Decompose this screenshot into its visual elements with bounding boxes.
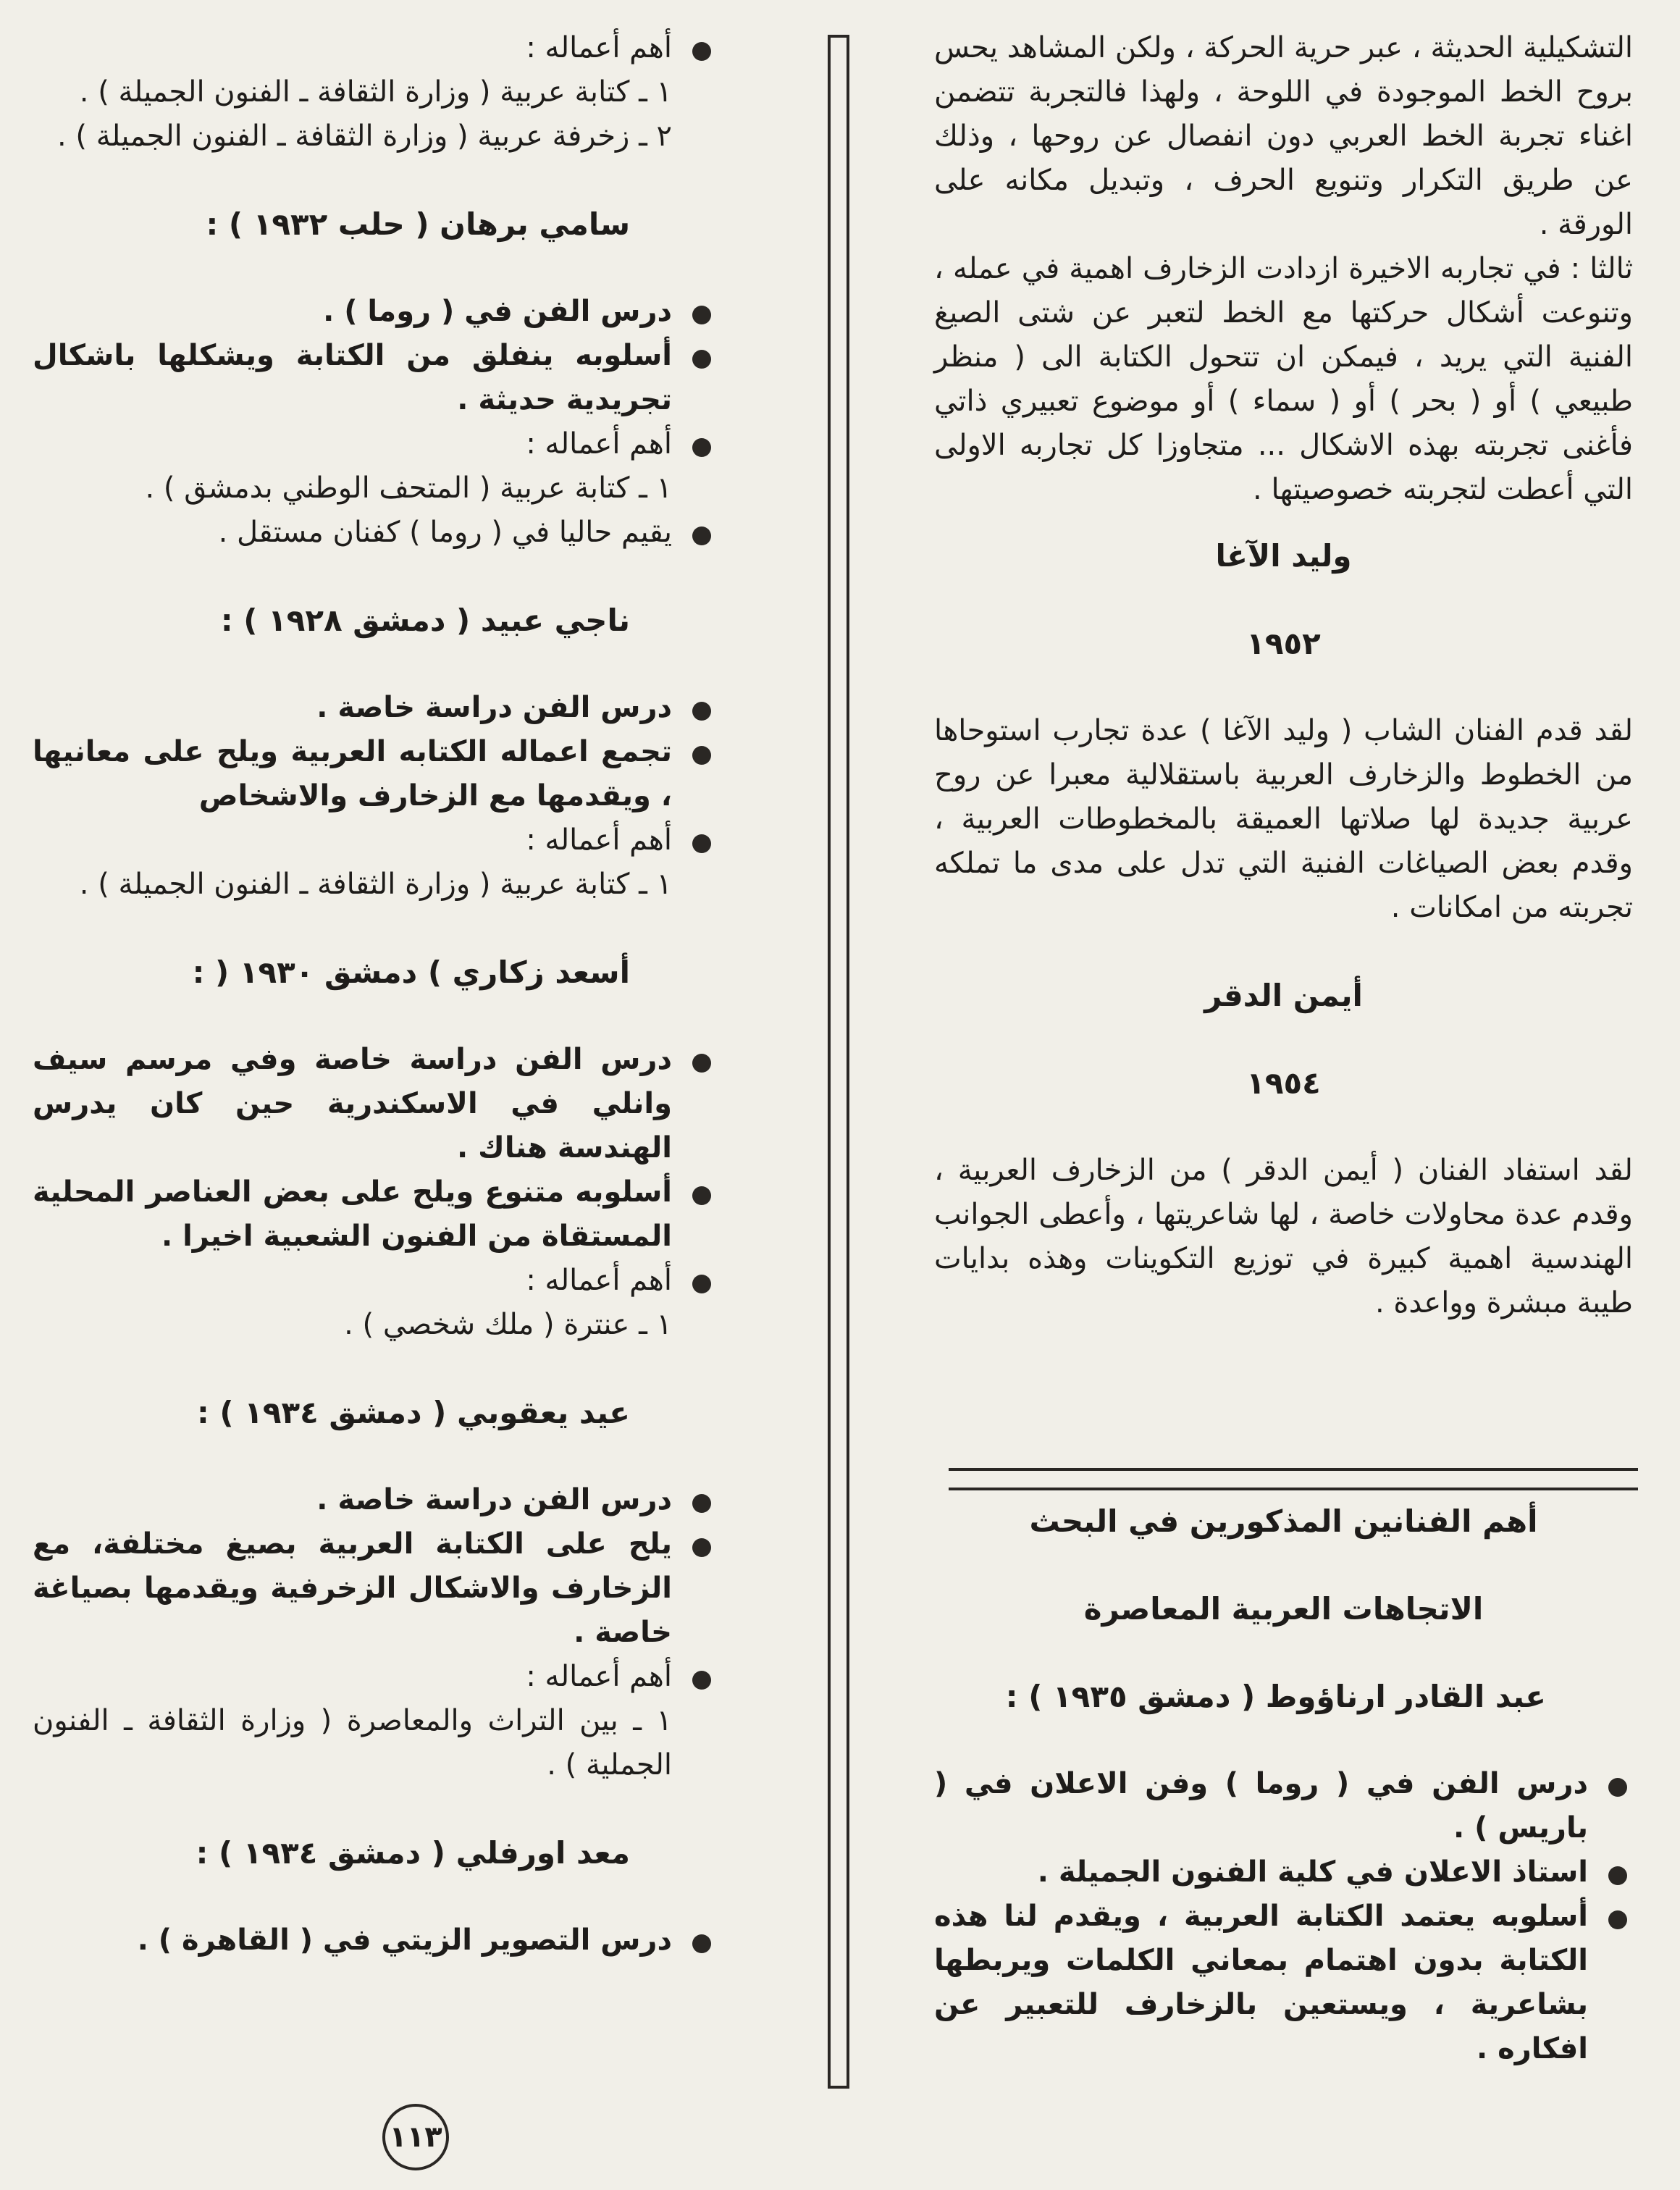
paragraph: لقد استفاد الفنان ( أيمن الدقر ) من الزخارف العربية ، وقدم عدة محاولات خاصة ، لها شاعريتها ، وأعطى الجوانب الهندسية اهمية كبيرة في توزيع التكوينات وهذه بدايات طيبة مبشرة وواعدة . xyxy=(934,1154,1633,1320)
artist-facts-list xyxy=(33,1038,717,1303)
list-item: درس الفن دراسة خاصة . xyxy=(33,686,717,730)
list-item: ١ ـ كتابة عربية ( المتحف الوطني بدمشق ) . xyxy=(145,471,672,505)
list-item: يلح على الكتابة العربية بصيغ مختلفة، مع الزخارف والاشكال الزخرفية ويقدمها بصياغة خاصة . xyxy=(33,1522,717,1655)
list-item: ١ ـ كتابة عربية ( وزارة الثقافة ـ الفنون الجميلة ) . xyxy=(79,868,672,901)
list-item: ٢ ـ زخرفة عربية ( وزارة الثقافة ـ الفنون الجميلة ) . xyxy=(56,119,672,153)
list-item: درس الفن في ( روما ) . xyxy=(33,290,717,334)
artist-birth-year: ١٩٥٤ xyxy=(1246,1065,1321,1101)
artist-birth-year: ١٩٥٢ xyxy=(1246,626,1321,661)
left-column xyxy=(33,26,717,1963)
list-item: درس الفن في ( روما ) وفن الاعلان في ( باريس ) . xyxy=(934,1762,1633,1850)
list-item: استاذ الاعلان في كلية الفنون الجميلة . xyxy=(934,1850,1633,1895)
artist-entry-heading: عيد يعقوبي ( دمشق ١٩٣٤ ) : xyxy=(196,1395,630,1430)
artist-entry-heading: ناجي عبيد ( دمشق ١٩٢٨ ) : xyxy=(220,603,630,638)
list-item: تجمع اعماله الكتابه العربية ويلح على معانيها ، ويقدمها مع الزخارف والاشخاص xyxy=(33,730,717,818)
artist-facts-list xyxy=(33,1918,717,1963)
right-column xyxy=(934,26,1633,2071)
paragraph: ثالثا : في تجاربه الاخيرة ازدادت الزخارف اهمية في عمله ، وتنوعت أشكال حركتها مع الخط لتعبر عن شتى الصيغ الفنية التي يريد ، فيمكن ان تتحول الكتابة الى ( منظر طبيعي ) أو ( بحر ) أو ( سماء ) أو موضوع تعبيري ذاتي فأغنى تجربته بهذه الاشكال ... متجاوزا كل تجاربه الاولى التي أعطت لتجربته خصوصيتها . xyxy=(934,252,1633,506)
artist-facts-list xyxy=(33,290,717,466)
artist-name-heading: أيمن الدقر xyxy=(1204,978,1363,1013)
artist-facts-list xyxy=(934,1762,1633,2071)
list-item: ١ ـ عنترة ( ملك شخصي ) . xyxy=(344,1308,672,1341)
list-item: درس الفن دراسة خاصة . xyxy=(33,1478,717,1522)
works-label: أهم أعماله : xyxy=(33,1655,717,1699)
page-number: ١١٣ xyxy=(382,2104,449,2170)
column-divider xyxy=(828,35,849,2089)
section-title: أهم الفنانين المذكورين في البحث xyxy=(1029,1503,1538,1539)
list-item: أسلوبه ينفلق من الكتابة ويشكلها باشكال تجريدية حديثة . xyxy=(33,334,717,422)
works-label: أهم أعماله : xyxy=(33,422,717,466)
paragraph: لقد قدم الفنان الشاب ( وليد الآغا ) عدة تجارب استوحاها من الخطوط والزخارف العربية باستقلالية معبرا عن روح عربية جديدة لها صلاتها العميقة بالمخطوطات العربية ، وقدم بعض الصياغات الفنية التي تدل على مدى ما تملكه تجربته من امكانات . xyxy=(934,714,1633,924)
works-list xyxy=(33,26,717,70)
section-rule xyxy=(949,1488,1638,1490)
works-label: أهم أعماله : xyxy=(33,1259,717,1303)
artist-name-heading: وليد الآغا xyxy=(1215,538,1352,574)
list-item: ١ ـ بين التراث والمعاصرة ( وزارة الثقافة ـ الفنون الجملية ) . xyxy=(33,1704,672,1782)
artist-facts-list xyxy=(33,511,717,555)
list-item: درس الفن دراسة خاصة وفي مرسم سيف وانلي في الاسكندرية حين كان يدرس الهندسة هناك . xyxy=(33,1038,717,1170)
artist-facts-list xyxy=(33,686,717,863)
paragraph: التشكيلية الحديثة ، عبر حرية الحركة ، ولكن المشاهد يحس بروح الخط الموجودة في اللوحة ، ولهذا فالتجربة تتضمن اغناء تجربة الخط العربي دون انفصال عن روحها ، وذلك عن طريق التكرار وتنويع الحرف ، وتبديل مكانه على الورقة . xyxy=(934,31,1633,241)
works-label: أهم أعماله : xyxy=(33,26,717,70)
section-rule xyxy=(949,1468,1638,1471)
list-item: يقيم حاليا في ( روما ) كفنان مستقل . xyxy=(33,511,717,555)
artist-entry-heading: عبد القادر ارناؤوط ( دمشق ١٩٣٥ ) : xyxy=(1005,1679,1546,1714)
list-item: أسلوبه متنوع ويلح على بعض العناصر المحلية المستقاة من الفنون الشعبية اخيرا . xyxy=(33,1170,717,1259)
works-label: أهم أعماله : xyxy=(33,818,717,863)
artist-entry-heading: سامي برهان ( حلب ١٩٣٢ ) : xyxy=(206,206,630,242)
list-item: أسلوبه يعتمد الكتابة العربية ، ويقدم لنا هذه الكتابة بدون اهتمام بمعاني الكلمات ويربطها بشاعرية ، ويستعين بالزخارف للتعبير عن افكاره . xyxy=(934,1895,1633,2071)
artist-facts-list xyxy=(33,1478,717,1699)
list-item: درس التصوير الزيتي في ( القاهرة ) . xyxy=(33,1918,717,1963)
list-item: ١ ـ كتابة عربية ( وزارة الثقافة ـ الفنون الجميلة ) . xyxy=(79,75,672,109)
artist-entry-heading: معد اورفلي ( دمشق ١٩٣٤ ) : xyxy=(196,1835,630,1871)
artist-entry-heading: أسعد زكاري ) دمشق ١٩٣٠ ( : xyxy=(192,955,630,990)
section-subtitle: الاتجاهات العربية المعاصرة xyxy=(1083,1591,1484,1627)
